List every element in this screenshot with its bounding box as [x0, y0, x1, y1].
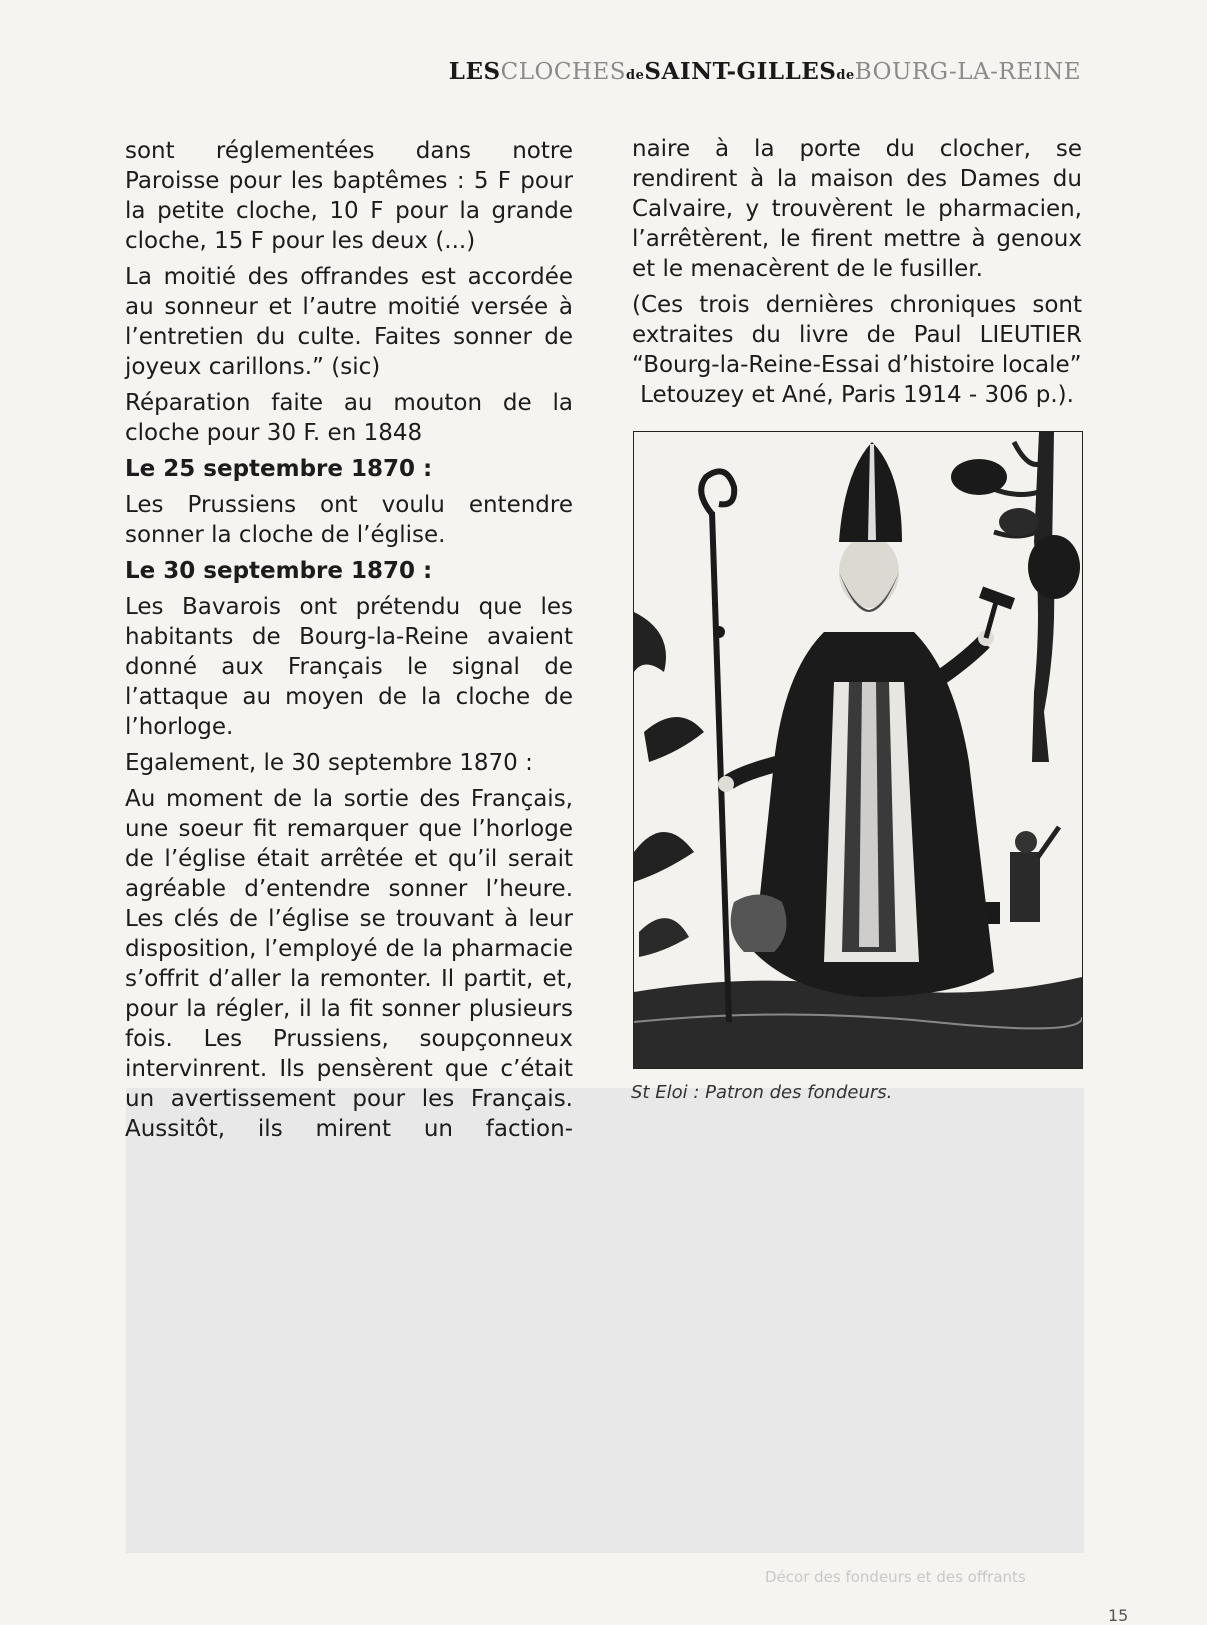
header-saint-gilles: SAINT-GILLES: [644, 58, 837, 85]
header-les: LES: [448, 58, 501, 85]
header-bourg-la-reine: BOURG-LA-REINE: [854, 59, 1081, 85]
paragraph-egalement: Egalement, le 30 septembre 1870 :: [125, 750, 533, 776]
heading-30-septembre: Le 30 septembre 1870 :: [125, 558, 433, 584]
running-header: [449, 58, 1081, 85]
paragraph-publisher: Letouzey et Ané, Paris 1914 - 306 p.).: [640, 382, 1074, 408]
paragraph-prussiens: Les Prussiens ont voulu entendre sonner la cloche de l’église.: [125, 492, 573, 548]
header-de-2: de: [836, 68, 855, 83]
right-column: [632, 134, 1082, 416]
figure-caption: St Eloi : Patron des fondeurs.: [631, 1082, 893, 1103]
paragraph-sortie: Au moment de la sortie des Français, une soeur fit remarquer que l’horloge de l’église était arrêtée et qu’il serait agréable d’entendre sonner l’heure. Les clés de l’église se trouvant à leur disposition, l’employé de la pharmacie s’offrit d’aller la remonter. Il partit, et, pour la régler, il la fit sonner plusieurs fois. Les Prussiens, soupçonneux intervinrent. Ils pensèrent que c’était un avertissement pour les Français. Aussitôt, ils mirent un faction-: [125, 786, 573, 1142]
grey-background-panel: [126, 1088, 1084, 1553]
paragraph-tarifs: sont réglementées dans notre Paroisse pour les baptêmes : 5 F pour la petite cloche, 10 F pour la grande cloche, 15 F pour les deux (...): [125, 138, 573, 254]
heading-25-septembre: Le 25 septembre 1870 :: [125, 456, 433, 482]
paragraph-factionnaire: naire à la porte du clocher, se rendirent à la maison des Dames du Calvaire, y trouvèrent le pharmacien, l’arrêtèrent, le firent mettre à genoux et le menacèrent de le fusiller.: [632, 136, 1082, 282]
paragraph-bavarois: Les Bavarois ont prétendu que les habitants de Bourg-la-Reine avaient donné aux Français le signal de l’attaque au moyen de la cloche de l’horloge.: [125, 594, 573, 740]
paragraph-offrandes: La moitié des offrandes est accordée au sonneur et l’autre moitié versée à l’entretien du culte. Faites sonner de joyeux carillons.” (sic): [125, 264, 573, 380]
saint-eloi-engraving: [633, 431, 1083, 1069]
footer-faint-text: Décor des fondeurs et des offrants: [765, 1568, 1026, 1586]
header-cloches: CLOCHES: [500, 59, 627, 85]
paragraph-reparation: Réparation faite au mouton de la cloche pour 30 F. en 1848: [125, 390, 573, 446]
engraving-illustration: [634, 432, 1082, 1068]
page-number: 15: [1108, 1606, 1129, 1625]
left-column: [125, 136, 573, 1150]
paragraph-source: (Ces trois dernières chroniques sont extraites du livre de Paul LIEUTIER “Bourg-la-Reine-Essai d’histoire locale”: [632, 292, 1082, 378]
header-de-1: de: [626, 68, 645, 83]
